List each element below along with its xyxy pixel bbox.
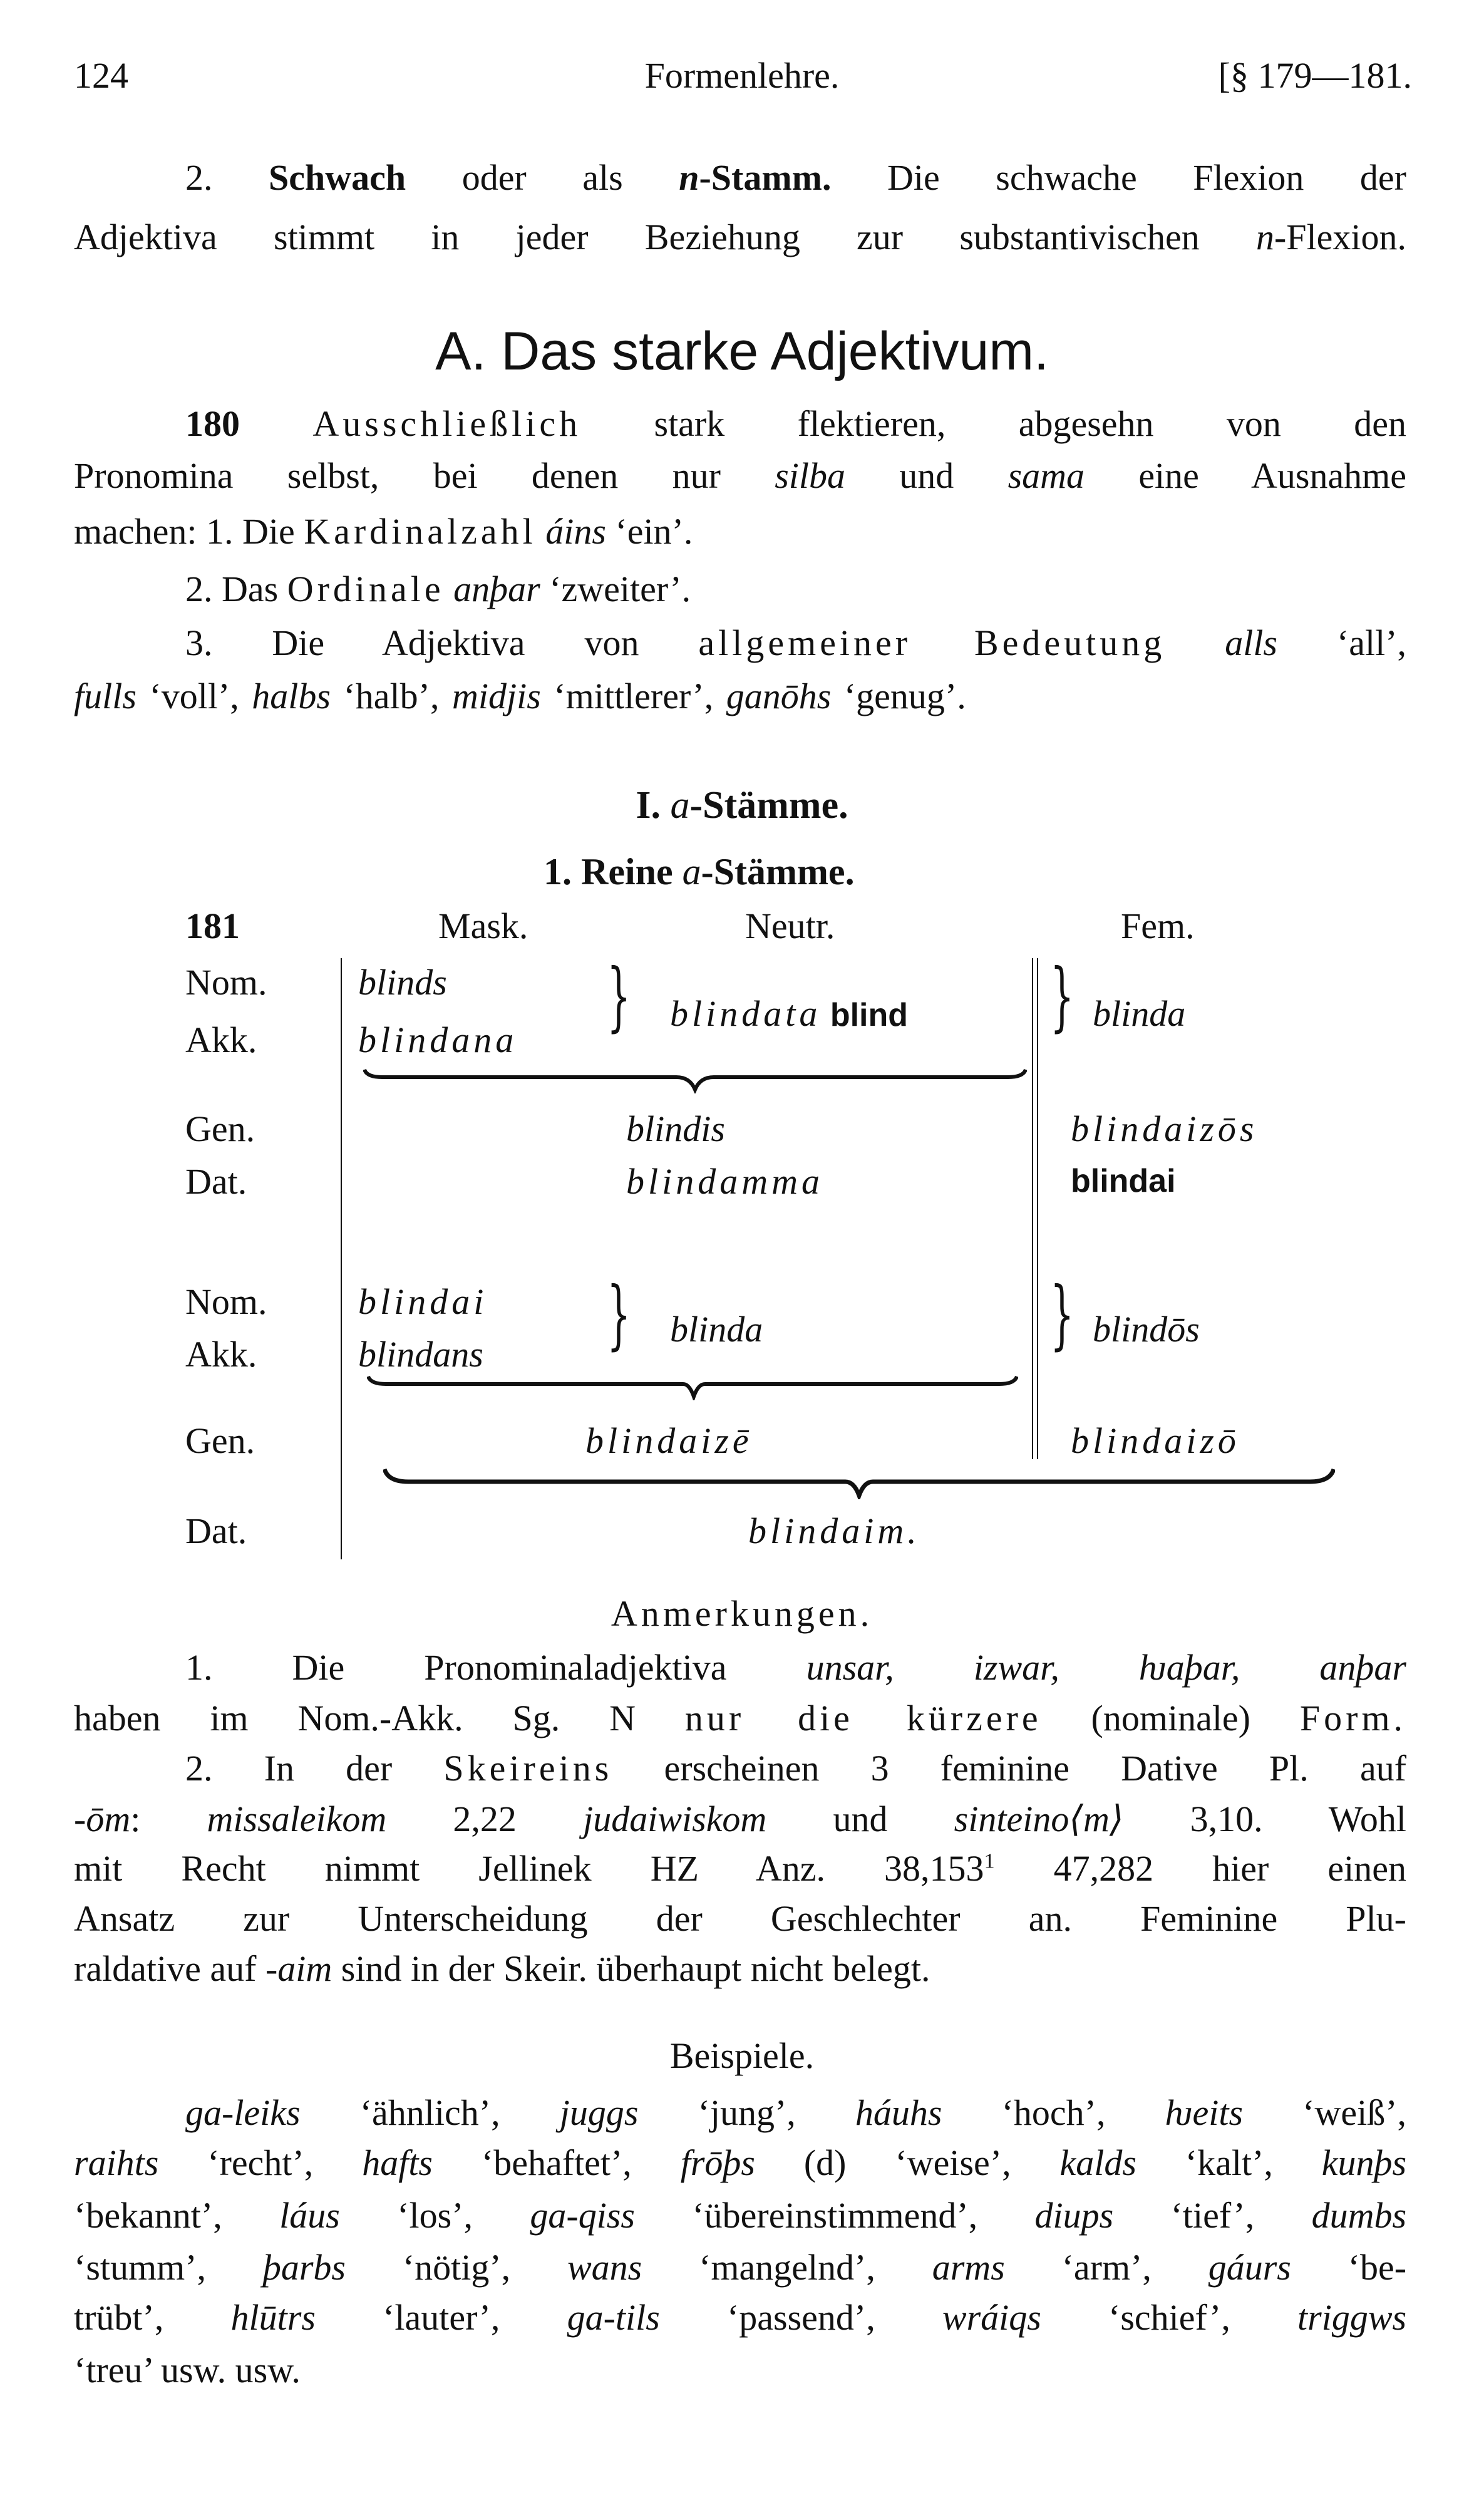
gothic-word: arms <box>932 2247 1005 2288</box>
text: und <box>833 1799 888 1839</box>
intro-text: -Flexion. <box>1274 217 1407 257</box>
gloss: ‘passend’, <box>726 2297 875 2338</box>
gloss: ‘genug’. <box>843 676 966 716</box>
text: a <box>670 784 690 827</box>
gothic-word: ga-qiss <box>530 2195 635 2236</box>
gloss: ‘lauter’, <box>383 2297 500 2338</box>
p180-line-5 <box>185 622 1407 663</box>
case-label: Gen. <box>185 1420 255 1461</box>
form: blind <box>830 997 909 1033</box>
text: 1. Reine <box>544 851 673 892</box>
gothic-word: hlūtrs <box>230 2297 316 2338</box>
double-column-rule <box>1032 958 1033 1459</box>
form: blindōs <box>1093 1309 1200 1350</box>
gothic-word: fulls <box>74 676 137 716</box>
text: haben im Nom.-Akk. Sg. N <box>74 1698 636 1738</box>
gothic-word: silba <box>775 455 845 496</box>
form: blindata <box>670 993 822 1034</box>
gloss: ‘weiß’, <box>1302 2092 1407 2133</box>
text: 47,282 hier einen <box>1053 1848 1407 1889</box>
under-brace-icon <box>363 1068 1027 1093</box>
gothic-word: missaleikom <box>207 1799 387 1839</box>
form: blindai <box>358 1281 488 1322</box>
gloss: ‘arm’, <box>1061 2247 1152 2288</box>
text: erscheinen 3 feminine Dative Pl. auf <box>664 1748 1407 1789</box>
text: und <box>899 455 954 496</box>
under-brace-icon <box>367 1375 1018 1400</box>
examples-line <box>74 2297 1407 2338</box>
case-label: Dat. <box>185 1511 247 1551</box>
examples-line <box>74 2352 301 2389</box>
double-column-rule <box>1037 958 1038 1459</box>
gothic-word: judaiwiskom <box>583 1799 767 1839</box>
text: eine Ausnahme <box>1138 455 1407 496</box>
section-range: [§ 179—181. <box>1218 55 1412 96</box>
case-label: Dat. <box>185 1161 247 1202</box>
text: mit Recht nimmt Jellinek HZ Anz. 38,153 <box>74 1848 984 1889</box>
gothic-word: ga-tils <box>567 2297 660 2338</box>
p180-line-1 <box>185 403 1407 444</box>
gloss: ‘mangelnd’, <box>699 2247 875 2288</box>
text: machen: 1. Die <box>74 511 295 552</box>
gothic-word: midjis <box>451 676 541 716</box>
intro-bold-schwach: Schwach <box>269 157 406 198</box>
examples-line <box>185 2092 1407 2133</box>
text: : <box>130 1799 141 1839</box>
gloss: ‘übereinstimmend’, <box>692 2195 978 2236</box>
gothic-word: -ōm <box>74 1799 131 1839</box>
spaced-text: nur die kürzere <box>684 1698 1042 1738</box>
note-2-line-4: Ansatz zur Unterscheidung der Geschlechter an. Feminine Plu- <box>74 1898 1406 1939</box>
intro-text: Die schwache Flexion der <box>887 157 1406 198</box>
spaced-text: allgemeiner Bedeutung <box>698 622 1166 663</box>
intro-line-1 <box>185 157 1406 198</box>
gothic-words: unsar, izwar, ƕaþar, anþar <box>806 1647 1406 1688</box>
gothic-word: triggws <box>1297 2297 1407 2338</box>
form: blindaizō <box>1071 1420 1240 1461</box>
gloss: ‘stumm’, <box>74 2247 207 2288</box>
gothic-word: raihts <box>74 2142 159 2183</box>
text: (nominale) <box>1091 1698 1250 1738</box>
text: 3. Die Adjektiva von <box>185 622 639 663</box>
gothic-word: dumbs <box>1311 2195 1407 2236</box>
gloss: ‘nötig’, <box>402 2247 511 2288</box>
gloss: ‘halb’, <box>343 676 440 716</box>
examples-heading: Beispiele. <box>669 2035 815 2076</box>
notes-heading: Anmerkungen. <box>611 1593 873 1634</box>
gothic-word: anþar <box>453 569 540 609</box>
gloss: ‘schief’, <box>1108 2297 1230 2338</box>
gothic-word: áins <box>545 511 606 552</box>
gloss: ‘bekannt’, <box>74 2195 222 2236</box>
gothic-word: kunþs <box>1321 2142 1407 2183</box>
gloss: ‘tief’, <box>1170 2195 1255 2236</box>
gloss: ‘behaftet’, <box>481 2142 632 2183</box>
form: blindana <box>358 1020 518 1060</box>
spaced-text: Ausschließlich <box>312 403 582 444</box>
gloss: ‘hoch’, <box>1001 2092 1106 2133</box>
section-number: 181 <box>185 906 240 946</box>
spaced-text: Kardinalzahl <box>304 511 537 552</box>
form: blindans <box>358 1334 483 1375</box>
right-brace-icon: } <box>1050 1271 1074 1358</box>
right-brace-icon: } <box>607 953 631 1040</box>
p180-line-6 <box>74 678 966 715</box>
case-label: Nom. <box>185 1281 267 1322</box>
intro-bold-stamm: -Stamm. <box>699 157 832 198</box>
gloss: ‘ähnlich’, <box>359 2092 500 2133</box>
intro-text: Adjektiva stimmt in jeder Beziehung zur substantivischen <box>74 217 1200 257</box>
section-number: 180 <box>185 403 240 444</box>
form <box>670 993 909 1034</box>
gloss: ‘recht’, <box>207 2142 314 2183</box>
gothic-word: wans <box>567 2247 642 2288</box>
gloss: ‘mittlerer’, <box>554 676 714 716</box>
text: 1. Die Pronominaladjektiva <box>185 1647 727 1688</box>
form: blindaim. <box>748 1511 920 1551</box>
running-title: Formenlehre. <box>644 55 840 96</box>
gloss: ‘voll’, <box>149 676 239 716</box>
form: blinds <box>358 962 447 1003</box>
gothic-word: -aim <box>265 1948 332 1989</box>
gothic-word: sama <box>1007 455 1085 496</box>
text: stark flektieren, abgesehn von den <box>654 403 1407 444</box>
gloss: (d) <box>803 2142 847 2183</box>
gloss: ‘be- <box>1347 2247 1407 2288</box>
form: blindai <box>1071 1163 1176 1199</box>
gloss: ‘kalt’, <box>1185 2142 1273 2183</box>
case-label: Nom. <box>185 962 267 1003</box>
examples-line <box>74 2249 1406 2286</box>
p180-line-2 <box>74 455 1407 496</box>
spaced-text: Ordinale <box>287 569 445 609</box>
text: 2. In der <box>185 1748 393 1789</box>
form: blindis <box>626 1108 725 1149</box>
gothic-word: hafts <box>362 2142 433 2183</box>
gothic-word: diups <box>1034 2195 1114 2236</box>
form: blinda <box>1093 993 1186 1034</box>
form: blindamma <box>626 1161 823 1202</box>
column-header-neutr: Neutr. <box>745 906 835 946</box>
text: 3,10. Wohl <box>1190 1799 1406 1839</box>
form: blinda <box>670 1309 763 1350</box>
intro-num: 2. <box>185 157 213 198</box>
p180-line-3 <box>74 511 693 552</box>
heading-pure-a-stems <box>544 853 855 891</box>
gothic-word: láus <box>279 2195 340 2236</box>
note-2-line-5 <box>74 1948 930 1989</box>
gothic-word: alls <box>1225 622 1278 663</box>
gothic-word: juggs <box>559 2092 639 2133</box>
spaced-text: Skeireins <box>443 1748 613 1789</box>
note-1-line-2 <box>74 1700 1406 1737</box>
right-brace-icon: } <box>607 1271 631 1358</box>
reference: 2,22 <box>453 1799 517 1839</box>
note-1-line-1 <box>185 1647 1406 1688</box>
gothic-word: wráiqs <box>942 2297 1041 2338</box>
text: I. <box>636 784 661 827</box>
intro-line-2 <box>74 219 1406 256</box>
examples-line <box>74 2142 1407 2183</box>
page-number: 124 <box>74 55 128 96</box>
text: -Stämme. <box>701 851 855 892</box>
text: a <box>682 851 701 892</box>
gloss: ‘all’, <box>1336 622 1407 663</box>
text: Pronomina selbst, bei denen nur <box>74 455 721 496</box>
gothic-word: kalds <box>1059 2142 1136 2183</box>
n-stem: n <box>1255 217 1274 257</box>
p180-line-4 <box>185 571 691 607</box>
text: sind in der Skeir. überhaupt nicht belegt. <box>341 1948 930 1989</box>
form: blindaizōs <box>1071 1108 1258 1149</box>
column-rule <box>341 958 342 1559</box>
right-brace-icon: } <box>1050 953 1074 1040</box>
n-stem: n <box>679 157 699 198</box>
gloss: trübt’, <box>74 2297 164 2338</box>
note-2-line-2 <box>74 1801 1406 1837</box>
gothic-word: ƕeits <box>1165 2092 1244 2133</box>
column-header-fem: Fem. <box>1121 906 1195 946</box>
gothic-word: halbs <box>252 676 331 716</box>
gloss: ‘los’, <box>397 2195 473 2236</box>
column-header-mask: Mask. <box>438 906 528 946</box>
gloss: ‘zweiter’. <box>549 569 691 609</box>
case-label: Akk. <box>185 1334 257 1375</box>
case-label: Akk. <box>185 1020 257 1060</box>
case-label: Gen. <box>185 1108 255 1149</box>
text: -Stämme. <box>689 784 848 827</box>
gothic-word: ganōhs <box>726 676 832 716</box>
gothic-word: frōþs <box>680 2142 755 2183</box>
text: 2. Das <box>185 569 279 609</box>
gothic-word: sinteino⟨m⟩ <box>954 1799 1124 1839</box>
intro-text: oder als <box>461 157 623 198</box>
heading-a-stems <box>0 786 1484 825</box>
spaced-text: Form. <box>1299 1698 1407 1738</box>
note-2-line-3 <box>74 1848 1407 1889</box>
gothic-word: gáurs <box>1208 2247 1291 2288</box>
form: blindaizē <box>585 1420 753 1461</box>
gloss: ‘ein’. <box>615 511 693 552</box>
examples-line <box>74 2195 1407 2236</box>
gloss: ‘treu’ usw. usw. <box>74 2350 301 2390</box>
heading-strong-adjective: A. Das starke Adjektivum. <box>435 321 1049 381</box>
gothic-word: þarbs <box>262 2247 346 2288</box>
gloss: ‘weise’, <box>895 2142 1011 2183</box>
gothic-word: ga-leiks <box>185 2092 301 2133</box>
superscript: 1 <box>984 1849 995 1873</box>
note-2-line-1 <box>185 1750 1406 1787</box>
gloss: ‘jung’, <box>698 2092 796 2133</box>
under-brace-icon <box>383 1468 1335 1499</box>
text: raldative auf <box>74 1948 257 1989</box>
gothic-word: háuhs <box>855 2092 942 2133</box>
